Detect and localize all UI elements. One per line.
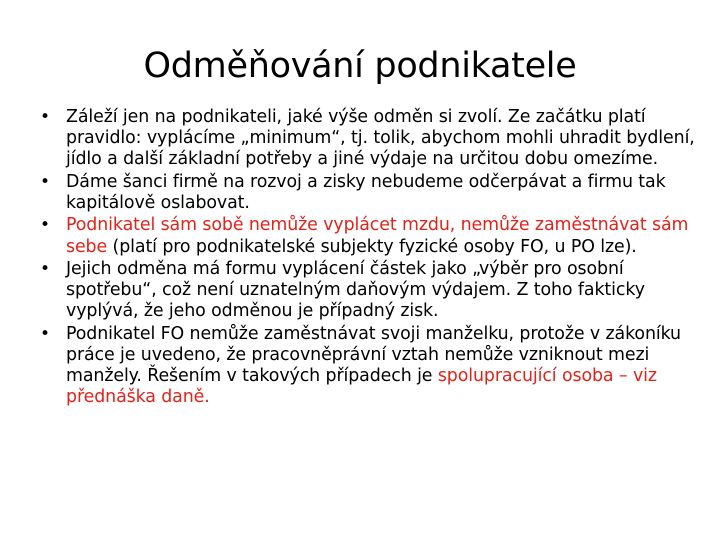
bullet-item [38, 259, 698, 323]
bullet-text: Podnikatel FO nemůže zaměstnávat svoji manželku, protože v zákoníku práce je uvedeno, že pracovněprávní vztah nemůže vzniknout mezi manžely. Řešením v takových případech je [66, 323, 681, 387]
bullet-item [38, 107, 698, 171]
bullet-icon: • [40, 215, 50, 236]
slide-title: Odměňování podnikatele [143, 46, 577, 86]
bullet-highlight-text: Podnikatel sám sobě nemůže vyplácet mzdu, nemůže zaměstnávat sám sebe [66, 215, 689, 257]
bullet-text: Záleží jen na podnikateli, jaké výše odměn si zvolí. Ze začátku platí pravidlo: vyplácíme „minimum“, tj. tolik, abychom mohli uhradit bydlení, jídlo a další základní potřeby a jiné výdaje na určitou dobu omezíme. [66, 107, 695, 170]
bullet-icon: • [40, 323, 50, 344]
bullet-highlight-text: spolupracující osoba – viz přednáška daně. [66, 366, 657, 408]
bullet-list [38, 107, 698, 410]
bullet-item [38, 172, 698, 214]
bullet-item [38, 324, 698, 409]
bullet-icon: • [40, 171, 50, 192]
bullet-text: Dáme šanci firmě na rozvoj a zisky nebudeme odčerpávat a firmu tak kapitálově oslabovat. [66, 171, 666, 213]
bullet-icon: • [40, 107, 50, 127]
bullet-text: (platí pro podnikatelské subjekty fyzické osoby FO, u PO lze). [107, 236, 637, 257]
bullet-item [38, 215, 698, 257]
bullet-text: Jejich odměna má formu vyplácení částek jako „výběr pro osobní spotřebu“, což není uznatelným daňovým výdajem. Z toho fakticky vyplývá, že jeho odměnou je případný zisk. [66, 258, 645, 322]
bullet-icon: • [40, 258, 50, 279]
